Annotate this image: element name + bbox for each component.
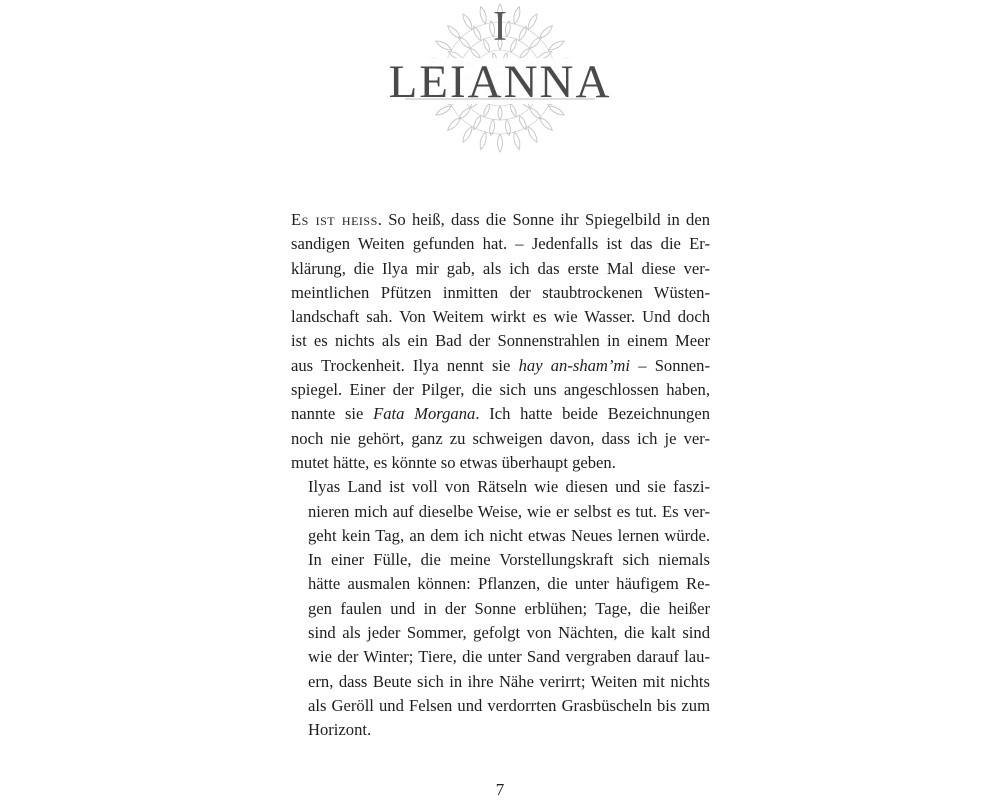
text-line: spiegel. Einer der Pilger, die sich uns angeschlossen haben, — [291, 380, 710, 400]
text-line: aus Trockenheit. Ilya nennt sie hay an-sham’mi – Sonnen- — [291, 355, 710, 375]
text-line: In einer Fülle, die meine Vorstellungskraft sich niemals — [308, 550, 710, 570]
text-line: landschaft sah. Von Weitem wirkt es wie Wasser. Und doch — [291, 307, 710, 327]
mandala-petal — [519, 115, 526, 129]
mandala-petal — [505, 120, 510, 136]
text-line: Es ist heiss. So heiß, dass die Sonne ihr Spiegelbild in den — [291, 210, 711, 229]
mandala-petal — [480, 132, 486, 149]
text-line: hätte ausmalen können: Pflanzen, die unter häufigem Re- — [308, 574, 710, 594]
mandala-petal — [463, 127, 472, 143]
text-line: mutet hätte, es könnte so etwas überhaupt geben. — [291, 452, 616, 472]
text-line: als Geröll und Felsen und verdorrten Grasbüscheln bis zum — [308, 695, 710, 715]
text-line: ist es nichts als ein Bad der Sonnenstrahlen in einem Meer — [291, 331, 710, 351]
mandala-petal — [474, 115, 481, 129]
text-line: Ilyas Land ist voll von Rätseln wie diesen und sie faszi- — [308, 477, 710, 497]
text-line: sandigen Weiten gefunden hat. – Jedenfalls ist das die Er- — [291, 234, 710, 254]
mandala-petal — [514, 132, 520, 149]
chapter-number: I — [493, 4, 507, 50]
body-text — [291, 208, 710, 743]
text-line: meintlichen Pfützen inmitten der staubtrockenen Wüsten- — [291, 282, 710, 302]
chapter-title: LEIANNA — [388, 56, 612, 108]
text-line: nannte sie Fata Morgana. Ich hatte beide Bezeichnungen — [291, 404, 711, 424]
text-line: sind als jeder Sommer, gefolgt von Nächten, die kalt sind — [308, 623, 710, 643]
text-line: nieren mich auf dieselbe Weise, wie er selbst es tut. Es ver- — [308, 501, 710, 521]
text-line: wie der Winter; Tiere, die unter Sand vergraben darauf lau- — [308, 647, 710, 667]
mandala-petal — [490, 120, 495, 136]
text-line: klärung, die Ilya mir gab, als ich das erste Mal diese ver- — [291, 258, 710, 278]
paragraph-1 — [291, 208, 710, 475]
lead-in: Es ist heiss — [291, 210, 378, 229]
mandala-petal — [528, 127, 537, 143]
text-line: ern, dass Beute sich in ihre Nähe verirrt; Weiten mit nichts — [308, 671, 710, 691]
italic-term: Fata Morgana — [373, 404, 476, 424]
page-number: 7 — [495, 780, 505, 799]
text-line: geht kein Tag, an dem ich nicht etwas Neues lernen würde. — [308, 525, 710, 545]
text-line: noch nie gehört, ganz zu schweigen davon, dass ich je ver- — [291, 428, 710, 448]
italic-term: hay an-sham’mi — [518, 355, 631, 375]
text-line: gen faulen und in der Sonne erblühen; Tage, die heißer — [308, 598, 710, 618]
paragraph-2 — [291, 475, 710, 742]
mandala-petal — [498, 134, 503, 152]
text-line: Horizont. — [308, 720, 372, 740]
